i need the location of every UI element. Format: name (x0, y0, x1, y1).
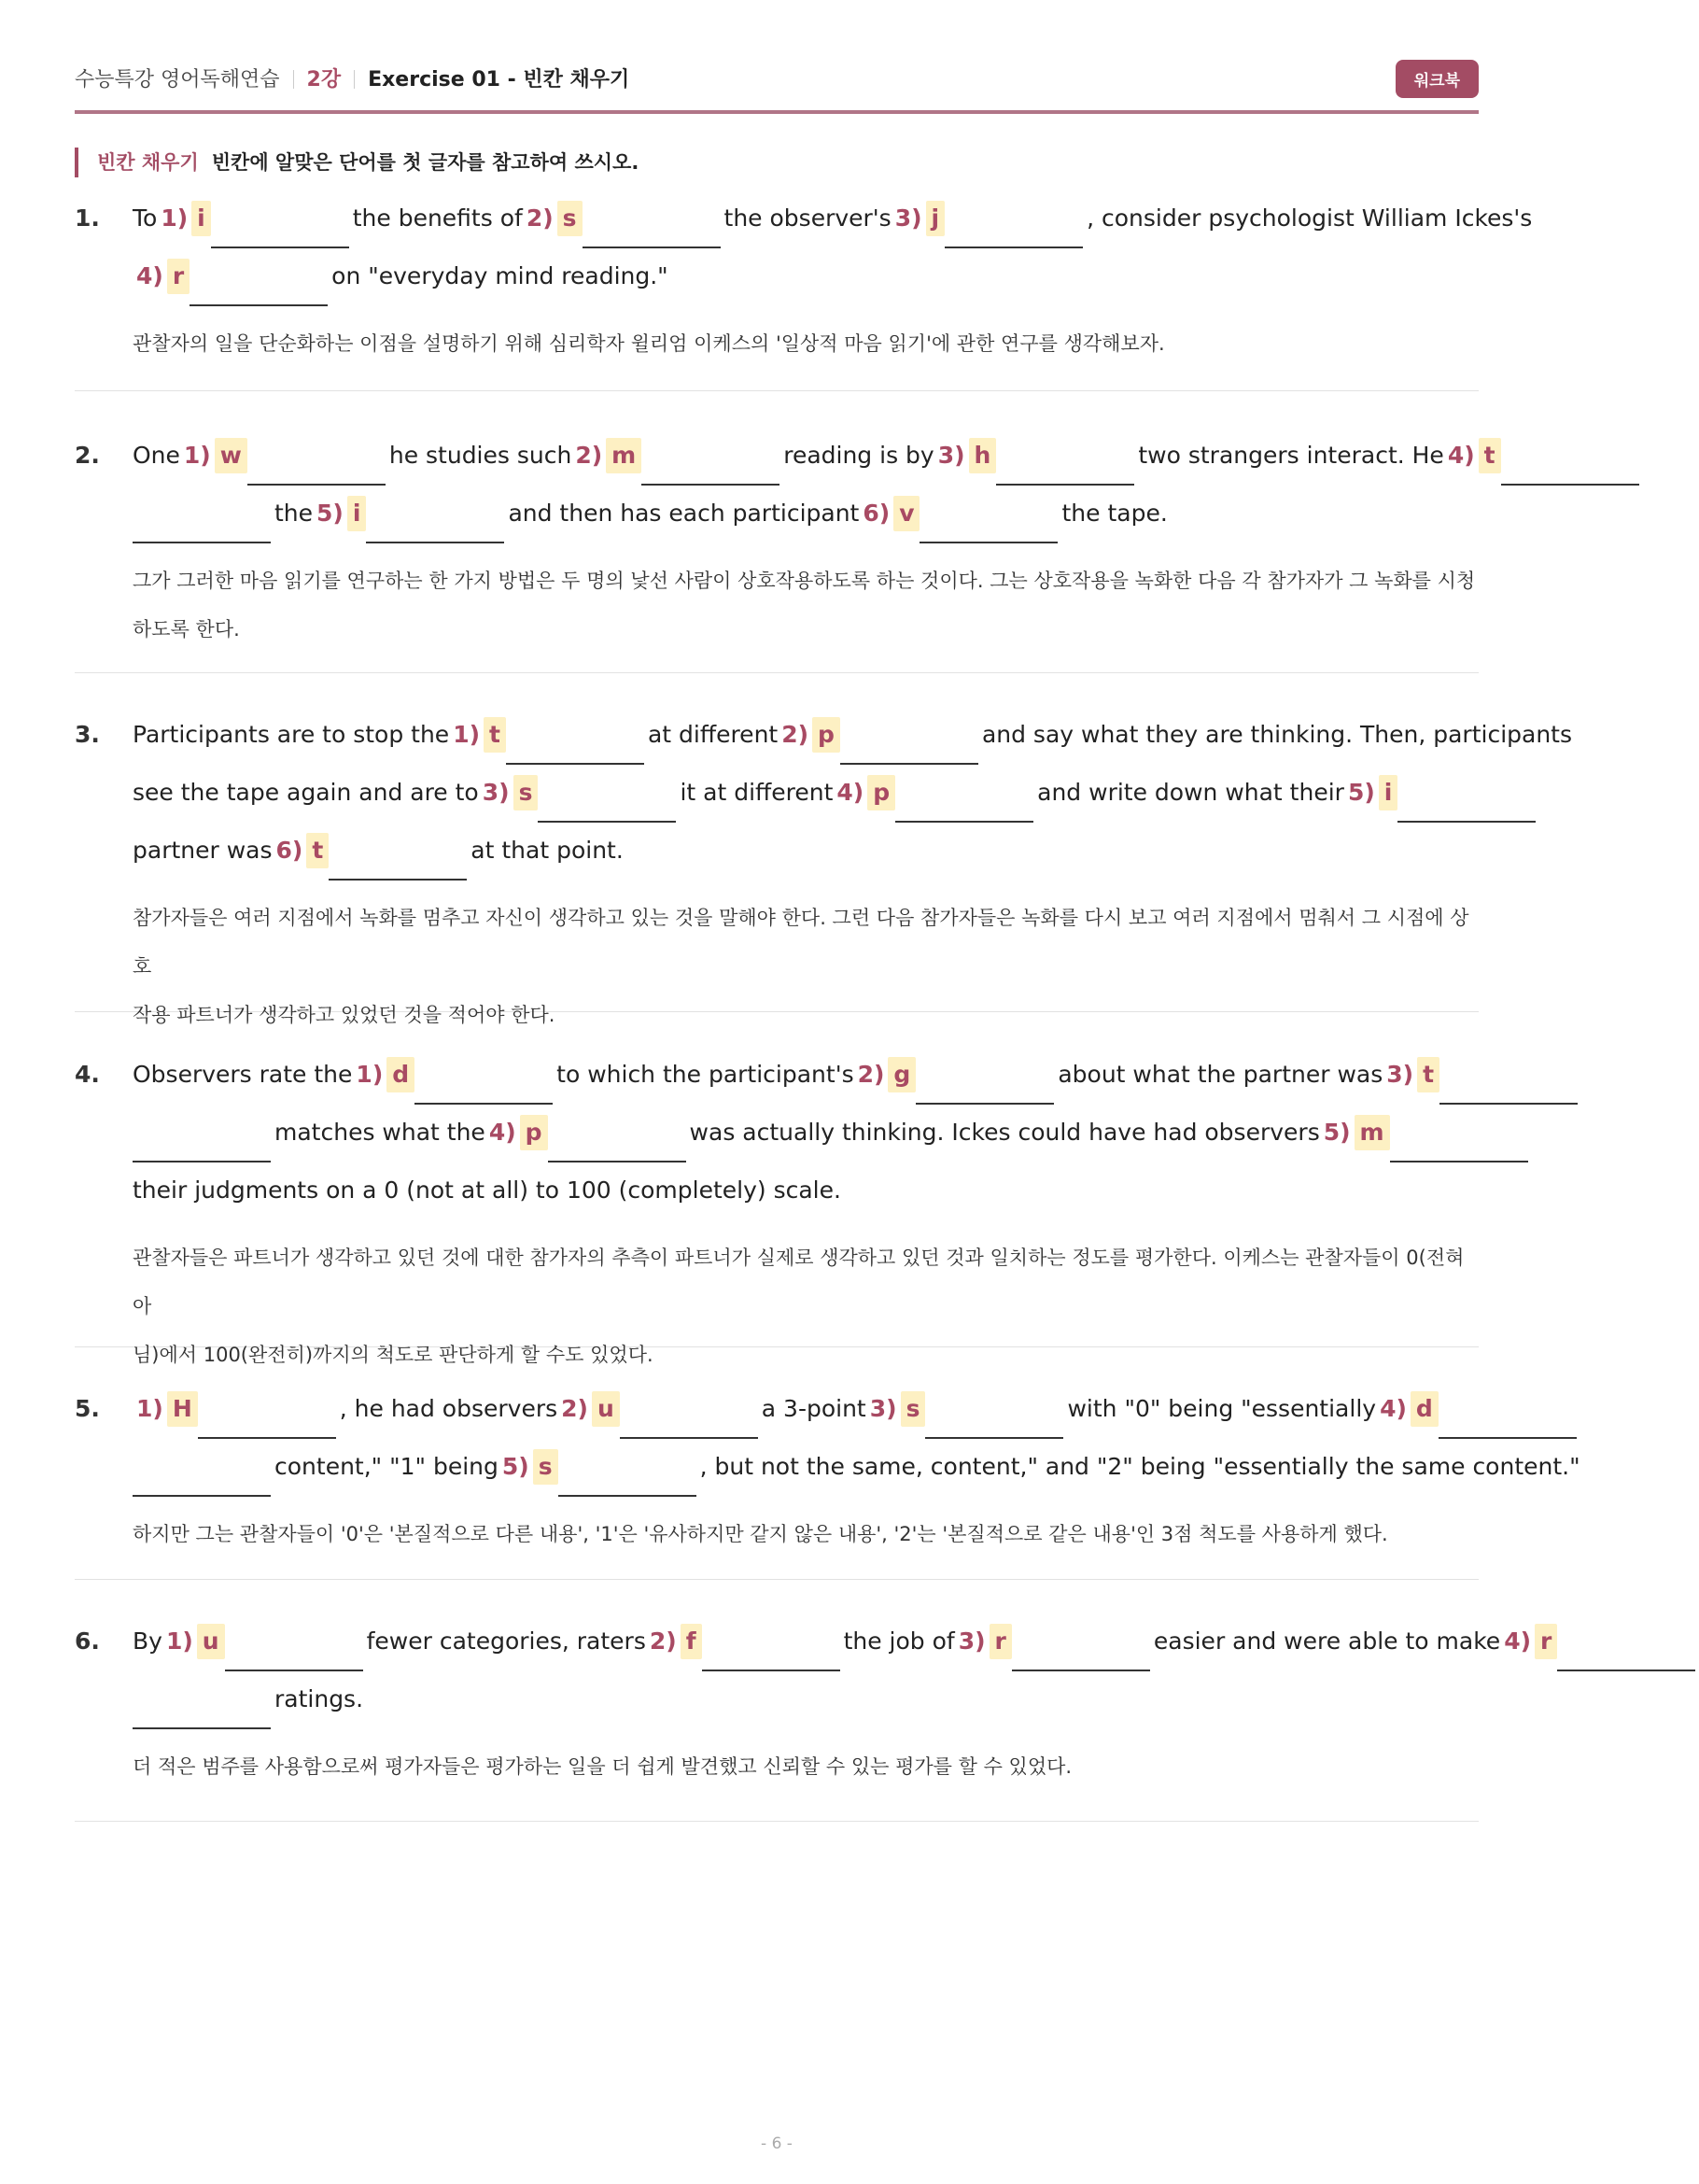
item-number: 1. (75, 204, 100, 232)
translation-line: 참가자들은 여러 지점에서 녹화를 멈추고 자신이 생각하고 있는 것을 말해야 한다. 그런 다음 참가자들은 녹화를 다시 보고 여러 지점에서 멈춰서 그 시점에 상호 (133, 907, 1469, 978)
answer-blank[interactable] (133, 1114, 271, 1162)
first-letter-hint: d (1411, 1391, 1439, 1427)
blank-number: 6) (863, 500, 891, 527)
blank-number: 3) (1386, 1061, 1414, 1088)
sentence-text: , but not the same, content," and "2" being "essentially the same content." (699, 1453, 1580, 1480)
blank-group (483, 774, 677, 823)
sentence-text: , consider psychologist William Ickes's (1087, 204, 1533, 232)
answer-blank[interactable] (583, 200, 721, 248)
blank-number: 2) (561, 1395, 588, 1422)
answer-blank[interactable] (211, 200, 349, 248)
blank-number: 4) (488, 1119, 516, 1146)
sentence-text: , he had observers (339, 1395, 558, 1422)
header-title-group (75, 63, 629, 92)
first-letter-hint: s (901, 1391, 926, 1427)
answer-blank[interactable] (133, 1681, 271, 1729)
blank-group (356, 1056, 553, 1105)
blank-number: 2) (649, 1627, 677, 1655)
sentence-text: content," "1" being (274, 1453, 498, 1480)
sentence-text: see the tape again and are to (133, 779, 479, 806)
blank-group (1348, 774, 1536, 823)
first-letter-hint: t (484, 717, 506, 753)
answer-blank[interactable] (1439, 1056, 1578, 1105)
sentence-text: fewer categories, raters (366, 1627, 646, 1655)
item-number: 5. (75, 1395, 100, 1422)
translation-line: 더 적은 범주를 사용함으로써 평가자들은 평가하는 일을 더 쉽게 발견했고 신뢰할 수 있는 평가를 할 수 있었다. (133, 1755, 1073, 1778)
blank-group (938, 437, 1135, 486)
blank-number: 2) (575, 442, 603, 469)
korean-translation (133, 319, 1479, 368)
blank-group (489, 1114, 686, 1162)
blank-group (1324, 1114, 1528, 1162)
first-letter-hint: d (386, 1057, 414, 1092)
first-letter-hint: r (167, 259, 190, 294)
sentence-line (133, 774, 1479, 811)
exercise-item (75, 1056, 1479, 1366)
sentence-text: with "0" being "essentially (1067, 1395, 1377, 1422)
sentence-text: ratings. (274, 1685, 364, 1712)
sentence-line (133, 258, 1479, 295)
item-number: 6. (75, 1627, 100, 1655)
blank-group (895, 200, 1083, 248)
answer-blank[interactable] (366, 495, 504, 543)
exercise-item (75, 200, 1533, 391)
first-letter-hint: i (191, 201, 211, 236)
sentence-text: and then has each participant (508, 500, 860, 527)
first-letter-hint: v (893, 496, 920, 531)
blank-group (836, 774, 1033, 823)
blank-number: 3) (869, 1395, 897, 1422)
page-number: - 6 - (761, 2135, 793, 2153)
exercise-title: Exercise 01 - 빈칸 채우기 (368, 68, 630, 92)
workbook-page (75, 0, 1580, 2184)
sentence-text: Observers rate the (133, 1061, 353, 1088)
sentence-text: a 3-point (761, 1395, 866, 1422)
blank-continuation (133, 1114, 271, 1162)
blank-number: 1) (453, 721, 481, 748)
sentence-line (133, 1623, 1552, 1660)
answer-blank[interactable] (506, 716, 644, 765)
sentence-line (133, 1681, 1479, 1718)
exercise-item (75, 1390, 1580, 1580)
first-letter-hint: f (681, 1624, 702, 1659)
korean-translation (133, 1742, 1479, 1791)
answer-blank[interactable] (133, 1448, 271, 1497)
first-letter-hint: i (347, 496, 367, 531)
instruction-label: 빈칸 채우기 (97, 151, 199, 174)
sentence-line (133, 437, 1495, 474)
first-letter-hint: p (520, 1115, 548, 1150)
answer-blank[interactable] (840, 716, 978, 765)
blank-number: 4) (1447, 442, 1475, 469)
sentence-line (133, 495, 1479, 532)
sentence-line (133, 1448, 1580, 1486)
sentence-line (133, 200, 1533, 237)
answer-blank[interactable] (558, 1448, 696, 1497)
blank-number: 1) (136, 1395, 163, 1422)
translation-line: 관찰자들은 파트너가 생각하고 있던 것에 대한 참가자의 추측이 파트너가 실제로 생각하고 있던 것과 일치하는 정도를 평가한다. 이케스는 관찰자들이 0(전혀 아 (133, 1247, 1465, 1317)
header-divider (354, 70, 355, 89)
blank-number: 5) (1323, 1119, 1351, 1146)
answer-blank[interactable] (641, 437, 779, 486)
sentence-text: the observer's (723, 204, 892, 232)
blank-group (1448, 437, 1639, 486)
sentence-text: the job of (843, 1627, 955, 1655)
blank-continuation (133, 495, 271, 543)
item-number: 2. (75, 442, 100, 469)
book-title: 수능특강 영어독해연습 (75, 68, 280, 92)
sentence-line (133, 1056, 1479, 1093)
sentence-text: to which the participant's (556, 1061, 854, 1088)
answer-blank[interactable] (225, 1623, 363, 1671)
sentence-line (133, 1114, 1479, 1151)
first-letter-hint: u (197, 1624, 225, 1659)
blank-group (166, 1623, 363, 1671)
sentence-text: it at different (680, 779, 834, 806)
first-letter-hint: w (215, 438, 247, 473)
blank-number: 3) (482, 779, 510, 806)
answer-blank[interactable] (1439, 1390, 1577, 1439)
korean-translation (133, 557, 1479, 654)
first-letter-hint: i (1379, 775, 1398, 810)
blank-group (858, 1056, 1055, 1105)
first-letter-hint: t (306, 833, 329, 868)
sentence-text: two strangers interact. He (1138, 442, 1444, 469)
blank-continuation (133, 1681, 271, 1729)
blank-number: 4) (136, 262, 163, 289)
blank-number: 6) (275, 837, 303, 864)
sentence-text: and say what they are thinking. Then, participants (981, 721, 1572, 748)
first-letter-hint: j (926, 201, 946, 236)
blank-group (161, 200, 348, 248)
sentence-text: easier and were able to make (1153, 1627, 1501, 1655)
answer-blank[interactable] (329, 832, 467, 881)
blank-number: 4) (1504, 1627, 1532, 1655)
blank-number: 4) (1380, 1395, 1407, 1422)
answer-blank[interactable] (1397, 774, 1536, 823)
blank-group (527, 200, 721, 248)
answer-blank[interactable] (548, 1114, 686, 1162)
translation-line: 그가 그러한 마음 읽기를 연구하는 한 가지 방법은 두 명의 낯선 사람이 상호작용하도록 하는 것이다. 그는 상호작용을 녹화한 다음 각 참가자가 그 녹화를 시청 (133, 570, 1476, 592)
blank-number: 5) (1347, 779, 1375, 806)
blank-number: 3) (894, 204, 922, 232)
sentence-line (133, 716, 1572, 754)
item-number: 3. (75, 721, 100, 748)
sentence-text: reading is by (783, 442, 934, 469)
answer-blank[interactable] (895, 774, 1033, 823)
first-letter-hint: p (867, 775, 895, 810)
exercise-item (75, 437, 1495, 673)
answer-blank[interactable] (198, 1390, 336, 1439)
blank-group (863, 495, 1058, 543)
first-letter-hint: t (1417, 1057, 1439, 1092)
sentence-line (133, 1390, 1479, 1428)
blank-group (1504, 1623, 1695, 1671)
sentence-text: their judgments on a 0 (not at all) to 100 (completely) scale. (133, 1177, 841, 1204)
instruction-bar (75, 148, 639, 177)
first-letter-hint: s (557, 201, 583, 236)
korean-translation (133, 894, 1479, 1039)
answer-blank[interactable] (190, 258, 328, 306)
sentence-text: was actually thinking. Ickes could have had observers (689, 1119, 1320, 1146)
answer-blank[interactable] (1012, 1623, 1150, 1671)
translation-line: 관찰자의 일을 단순화하는 이점을 설명하기 위해 심리학자 윌리엄 이케스의 '일상적 마음 읽기'에 관한 연구를 생각해보자. (133, 332, 1165, 355)
blank-group (453, 716, 644, 765)
sentence-text: Participants are to stop the (133, 721, 450, 748)
blank-number: 5) (316, 500, 344, 527)
workbook-badge: 워크북 (1396, 60, 1479, 98)
answer-blank[interactable] (1557, 1623, 1695, 1671)
item-number: 4. (75, 1061, 100, 1088)
first-letter-hint: s (513, 775, 539, 810)
blank-number: 1) (356, 1061, 384, 1088)
sentence-text: on "everyday mind reading." (331, 262, 668, 289)
blank-group (136, 1390, 336, 1439)
answer-blank[interactable] (945, 200, 1083, 248)
blank-group (136, 258, 328, 306)
blank-number: 2) (526, 204, 554, 232)
sentence-text: One (133, 442, 180, 469)
sentence-text: and write down what their (1037, 779, 1344, 806)
first-letter-hint: p (812, 717, 840, 753)
blank-group (781, 716, 978, 765)
answer-blank[interactable] (702, 1623, 840, 1671)
sentence-text: he studies such (388, 442, 572, 469)
sentence-text: partner was (133, 837, 273, 864)
blank-number: 2) (781, 721, 809, 748)
sentence-text: matches what the (274, 1119, 485, 1146)
translation-line: 님)에서 100(완전히)까지의 척도로 판단하게 할 수도 있었다. (133, 1344, 653, 1366)
blank-group (316, 495, 504, 543)
blank-group (184, 437, 386, 486)
sentence-text: about what the partner was (1058, 1061, 1383, 1088)
first-letter-hint: m (1355, 1115, 1390, 1150)
blank-group (870, 1390, 1064, 1439)
blank-group (1386, 1056, 1578, 1105)
translation-line: 작용 파트너가 생각하고 있었던 것을 적어야 한다. (133, 1004, 555, 1026)
sentence-text: To (133, 204, 158, 232)
answer-blank[interactable] (247, 437, 386, 486)
blank-group (502, 1448, 696, 1497)
sentence-text: By (133, 1627, 162, 1655)
first-letter-hint: r (1535, 1624, 1557, 1659)
sentence-text: the (274, 500, 314, 527)
blank-number: 2) (857, 1061, 885, 1088)
first-letter-hint: h (969, 438, 997, 473)
blank-group (959, 1623, 1150, 1671)
answer-blank[interactable] (996, 437, 1134, 486)
answer-blank[interactable] (414, 1056, 553, 1105)
blank-number: 3) (937, 442, 965, 469)
sentence-text: at that point. (470, 837, 624, 864)
answer-blank[interactable] (133, 495, 271, 543)
blank-number: 4) (836, 779, 864, 806)
blank-group (561, 1390, 758, 1439)
lesson-number: 2강 (306, 68, 342, 92)
blank-group (575, 437, 779, 486)
first-letter-hint: u (592, 1391, 620, 1427)
instruction-text: 빈칸에 알맞은 단어를 첫 글자를 참고하여 쓰시오. (211, 151, 639, 174)
answer-blank[interactable] (920, 495, 1058, 543)
sentence-line (133, 1172, 1479, 1209)
blank-number: 3) (958, 1627, 986, 1655)
translation-line: 하지만 그는 관찰자들이 '0'은 '본질적으로 다른 내용', '1'은 '유사하지만 같지 않은 내용', '2'는 '본질적으로 같은 내용'인 3점 척도를 사용하게 했다. (133, 1523, 1388, 1545)
answer-blank[interactable] (1501, 437, 1639, 486)
answer-blank[interactable] (925, 1390, 1063, 1439)
blank-number: 1) (165, 1627, 193, 1655)
blank-number: 5) (501, 1453, 529, 1480)
first-letter-hint: g (888, 1057, 916, 1092)
first-letter-hint: m (606, 438, 641, 473)
answer-blank[interactable] (916, 1056, 1054, 1105)
blank-number: 1) (161, 204, 189, 232)
first-letter-hint: t (1479, 438, 1501, 473)
answer-blank[interactable] (538, 774, 676, 823)
answer-blank[interactable] (620, 1390, 758, 1439)
translation-line: 하도록 한다. (133, 618, 240, 641)
blank-number: 1) (183, 442, 211, 469)
korean-translation (133, 1510, 1479, 1558)
korean-translation (133, 1233, 1479, 1379)
answer-blank[interactable] (1390, 1114, 1528, 1162)
header-divider (293, 70, 294, 89)
sentence-text: the tape. (1061, 500, 1168, 527)
blank-group (1380, 1390, 1577, 1439)
exercise-item (75, 716, 1572, 1026)
first-letter-hint: H (167, 1391, 198, 1427)
blank-group (650, 1623, 840, 1671)
sentence-text: at different (647, 721, 779, 748)
exercise-item (75, 1623, 1552, 1822)
first-letter-hint: s (533, 1449, 558, 1485)
blank-group (276, 832, 468, 881)
sentence-line (133, 832, 1479, 869)
blank-continuation (133, 1448, 271, 1497)
sentence-text: the benefits of (352, 204, 523, 232)
first-letter-hint: r (990, 1624, 1012, 1659)
page-header (75, 56, 1479, 114)
